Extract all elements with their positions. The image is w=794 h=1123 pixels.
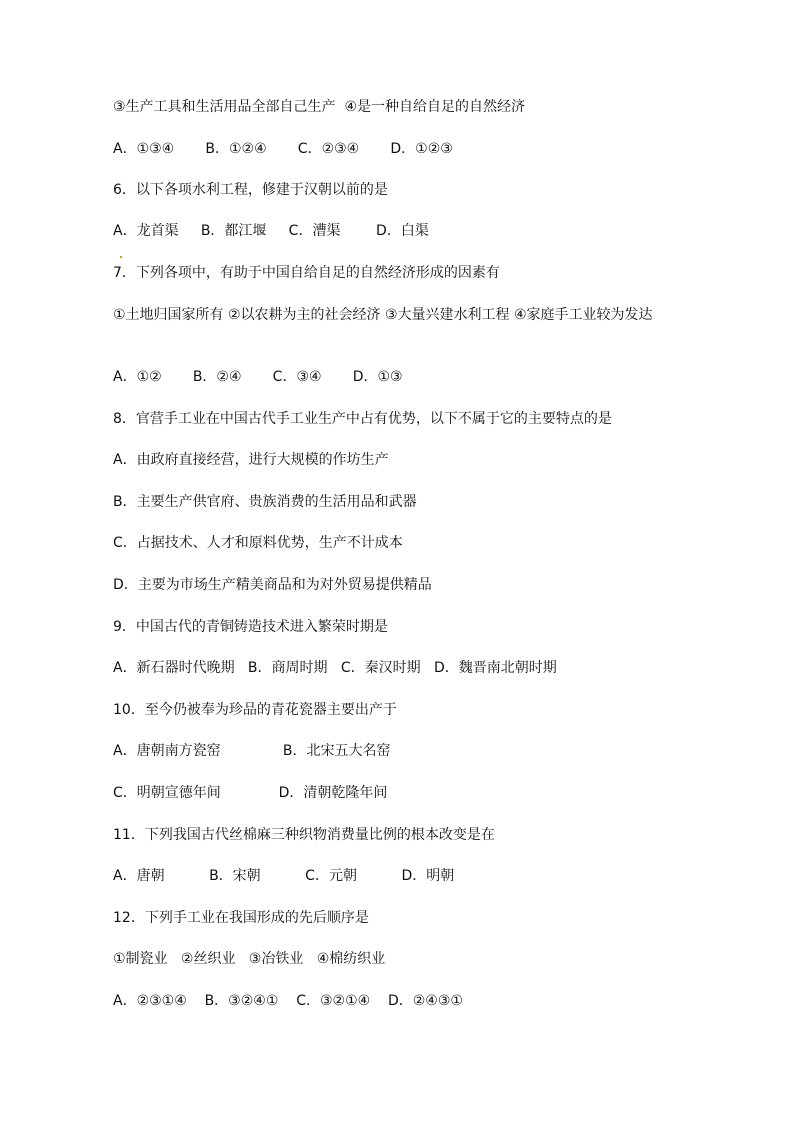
question-6: 6．以下各项水利工程，修建于汉朝以前的是 xyxy=(113,182,388,198)
question-7: 7．下列各项中，有助于中国自给自足的自然经济形成的因素有 xyxy=(113,265,500,281)
question-12-items: ①制瓷业 ②丝织业 ③冶铁业 ④棉纺织业 xyxy=(113,951,386,967)
answer-option-b: B．主要生产供官府、贵族消费的生活用品和武器 xyxy=(113,494,417,510)
question-9: 9．中国古代的青铜铸造技术进入繁荣时期是 xyxy=(113,619,388,635)
question-7-items: ①土地归国家所有 ②以农耕为主的社会经济 ③大量兴建水利工程 ④家庭手工业较为发达 xyxy=(113,307,653,323)
answer-option-a: A．由政府直接经营，进行大规模的作坊生产 xyxy=(113,452,389,468)
answer-options: A．①③④ B．①②④ C．②③④ D．①②③ xyxy=(113,141,453,157)
answer-options: A．①② B．②④ C．③④ D．①③ xyxy=(113,369,403,385)
question-10: 10．至今仍被奉为珍品的青花瓷器主要出产于 xyxy=(113,702,397,718)
question-12: 12．下列手工业在我国形成的先后顺序是 xyxy=(113,910,369,926)
answer-options: A．唐朝南方瓷窑 B．北宋五大名窑 xyxy=(113,743,391,759)
answer-options: C．明朝宣德年间 D．清朝乾隆年间 xyxy=(113,785,388,801)
answer-option-d: D．主要为市场生产精美商品和为对外贸易提供精品 xyxy=(113,577,432,593)
answer-options: A．新石器时代晚期 B．商周时期 C．秦汉时期 D．魏晋南北朝时期 xyxy=(113,660,557,676)
answer-option-c: C．占据技术、人才和原料优势，生产不计成本 xyxy=(113,535,403,551)
text-line: ③生产工具和生活用品全部自己生产 ④是一种自给自足的自然经济 xyxy=(113,99,526,115)
answer-options: A．②③①④ B．③②④① C．③②①④ D．②④③① xyxy=(113,993,463,1009)
answer-options: A．唐朝 B．宋朝 C．元朝 D．明朝 xyxy=(113,868,455,884)
question-11: 11．下列我国古代丝棉麻三种织物消费量比例的根本改变是在 xyxy=(113,827,495,843)
question-8: 8．官营手工业在中国古代手工业生产中占有优势，以下不属于它的主要特点的是 xyxy=(113,411,612,427)
answer-options: A．龙首渠 B．都江堰 C．漕渠 D．白渠 xyxy=(113,223,429,239)
stray-mark xyxy=(120,256,122,258)
